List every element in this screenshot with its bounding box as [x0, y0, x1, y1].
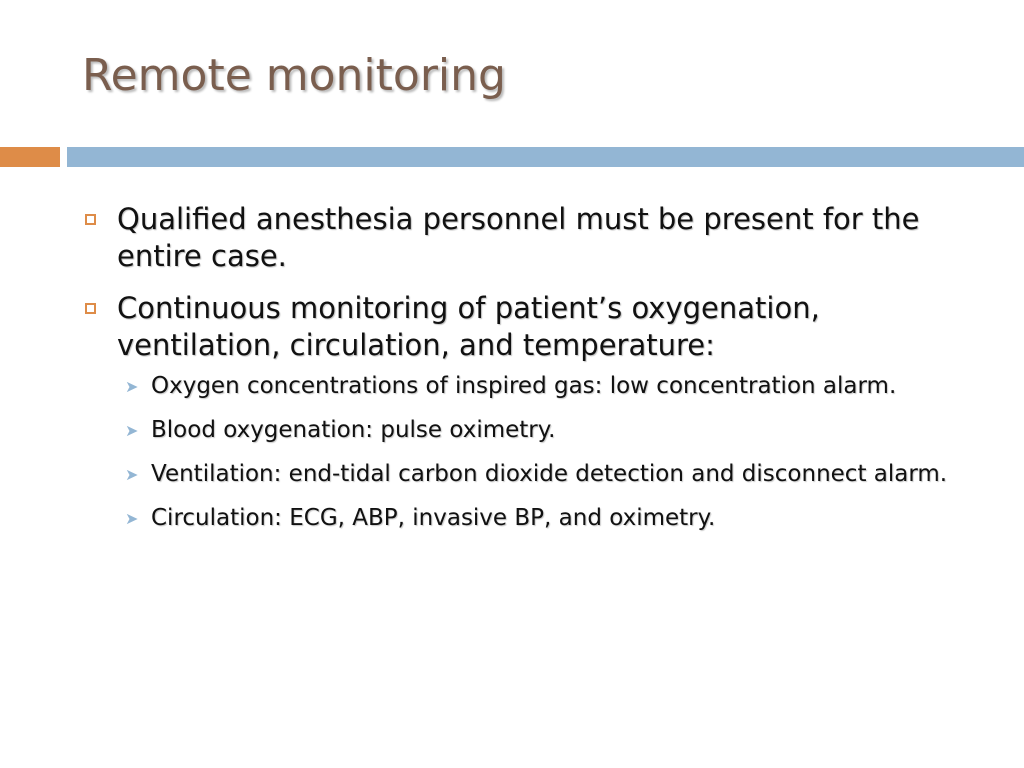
- slide-title: Remote monitoring: [82, 50, 506, 101]
- arrowhead-icon: ➤: [125, 377, 139, 396]
- sub-bullet-item: [117, 370, 984, 403]
- sub-bullet-text: Ventilation: end-tidal carbon dioxide detection and disconnect alarm.: [151, 461, 948, 487]
- sub-bullet-list: [84, 370, 984, 535]
- sub-bullet-item: [117, 414, 984, 447]
- accent-bar-blue: [67, 147, 1024, 167]
- hollow-square-icon: [85, 303, 96, 314]
- bullet-list: [84, 201, 984, 546]
- bullet-item: [84, 290, 984, 364]
- sub-bullet-item: [117, 458, 984, 491]
- sub-bullet-text: Circulation: ECG, ABP, invasive BP, and oximetry.: [151, 505, 716, 531]
- accent-bar-orange: [0, 147, 60, 167]
- hollow-square-icon: [85, 214, 96, 225]
- sub-bullet-text: Blood oxygenation: pulse oximetry.: [151, 417, 556, 443]
- arrowhead-icon: ➤: [125, 509, 139, 528]
- bullet-item: [84, 201, 984, 275]
- sub-bullet-item: [117, 502, 984, 535]
- arrowhead-icon: ➤: [125, 421, 139, 440]
- sub-bullet-text: Oxygen concentrations of inspired gas: low concentration alarm.: [151, 373, 897, 399]
- arrowhead-icon: ➤: [125, 465, 139, 484]
- bullet-text: Qualified anesthesia personnel must be present for the entire case.: [117, 202, 920, 273]
- bullet-text: Continuous monitoring of patient’s oxygenation, ventilation, circulation, and temperature:: [117, 291, 820, 362]
